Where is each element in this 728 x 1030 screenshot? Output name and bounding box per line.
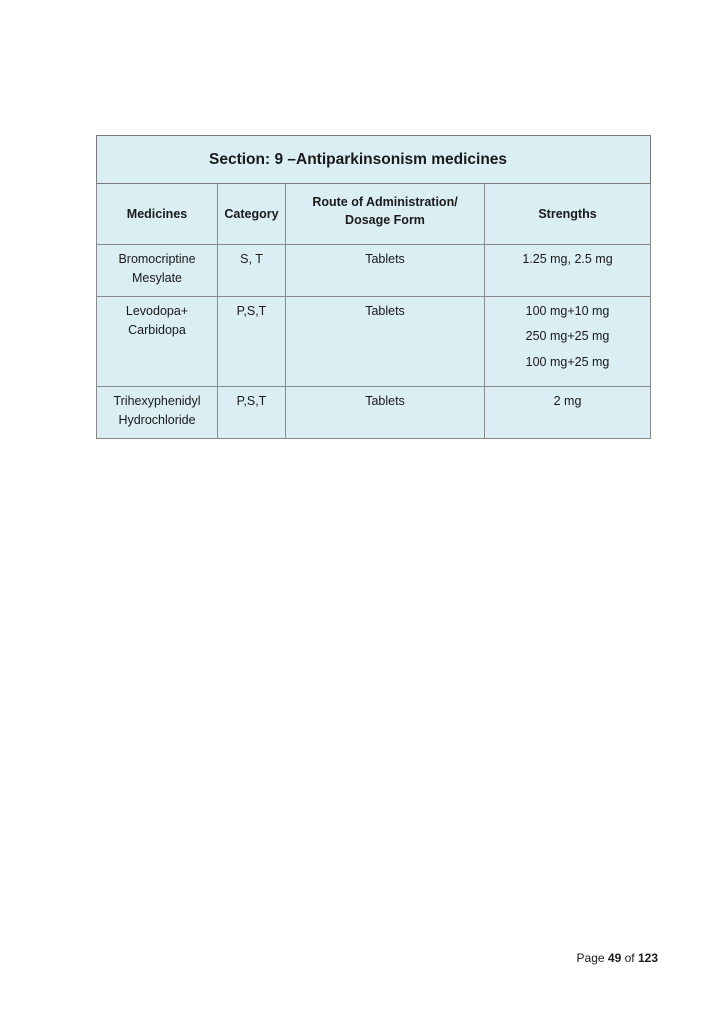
page-footer <box>577 951 658 965</box>
total-pages: 123 <box>637 951 658 965</box>
medicine-cell <box>97 297 218 387</box>
header-medicines: Medicines <box>97 184 218 245</box>
table-title-row <box>97 136 651 184</box>
strength-value: 250 mg+25 mg <box>525 329 610 343</box>
category-cell: S, T <box>218 245 286 297</box>
medicine-name: Levodopa+ <box>125 304 189 318</box>
table-row <box>97 245 651 297</box>
medicine-name-cont: Hydrochloride <box>118 413 196 427</box>
strength-value: 2 mg <box>553 394 582 408</box>
header-category: Category <box>218 184 286 245</box>
route-cell: Tablets <box>286 245 485 297</box>
page-label: Page <box>576 951 605 965</box>
route-cell: Tablets <box>286 297 485 387</box>
strength-value: 100 mg+10 mg <box>525 304 610 318</box>
strength-value: 100 mg+25 mg <box>525 355 610 369</box>
header-route <box>286 184 485 245</box>
strengths-cell <box>485 387 651 439</box>
strength-value: 1.25 mg, 2.5 mg <box>522 252 613 266</box>
header-strengths: Strengths <box>485 184 651 245</box>
table-row <box>97 387 651 439</box>
category-cell: P,S,T <box>218 297 286 387</box>
header-route-line2: Dosage Form <box>345 213 425 227</box>
page-number: 49 <box>607 951 622 965</box>
table-header-row <box>97 184 651 245</box>
category-cell: P,S,T <box>218 387 286 439</box>
medicines-table <box>96 135 651 439</box>
route-cell: Tablets <box>286 387 485 439</box>
medicine-name-cont: Carbidopa <box>128 323 186 337</box>
section-title: Section: 9 –Antiparkinsonism medicines <box>97 136 651 184</box>
medicine-name: Bromocriptine <box>118 252 196 266</box>
medicine-name-cont: Mesylate <box>131 271 183 285</box>
medicine-cell <box>97 387 218 439</box>
of-label: of <box>624 951 635 965</box>
strengths-cell <box>485 297 651 387</box>
header-route-line1: Route of Administration/ <box>312 195 458 209</box>
medicine-name: Trihexyphenidyl <box>113 394 201 408</box>
strengths-cell <box>485 245 651 297</box>
medicine-cell <box>97 245 218 297</box>
table-row <box>97 297 651 387</box>
